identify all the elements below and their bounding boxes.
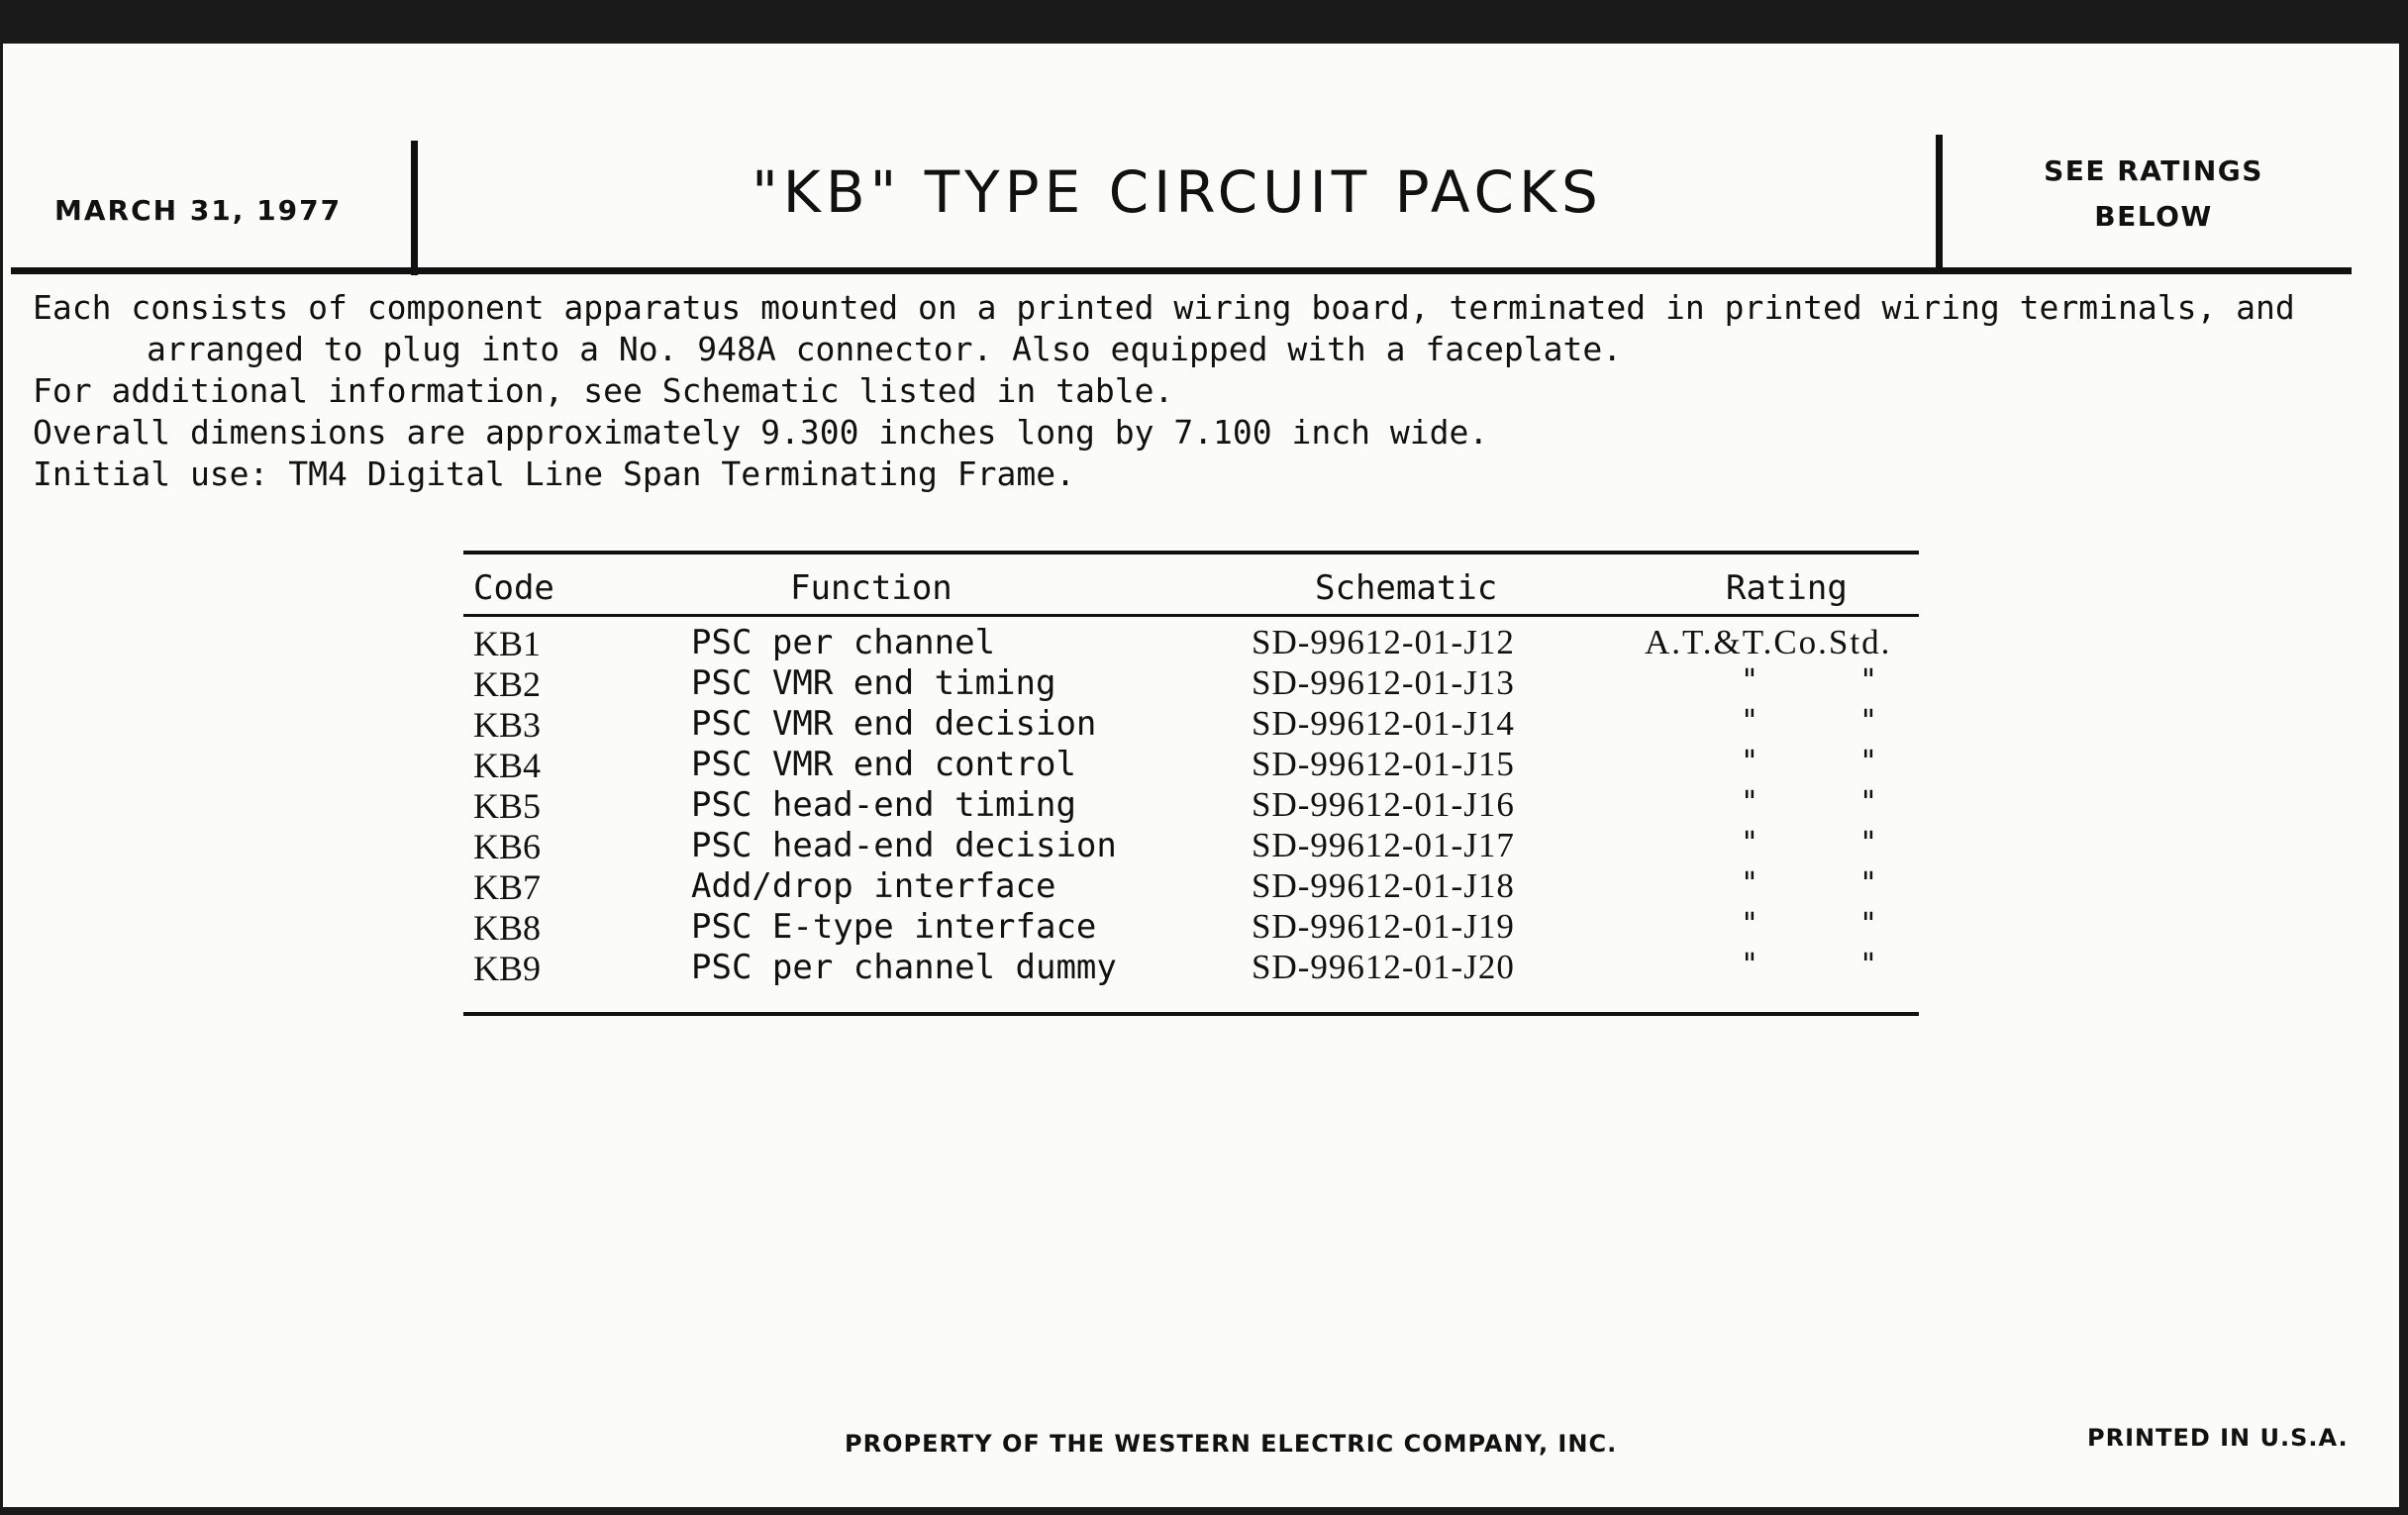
ditto-mark: " — [1859, 663, 1878, 698]
description — [33, 287, 2379, 495]
cell-schematic: SD-99612-01-J15 — [1252, 745, 1515, 783]
table-row — [463, 864, 1919, 905]
cell-code: KB1 — [473, 624, 542, 663]
ditto-mark: " — [1741, 704, 1759, 739]
cell-function: PSC VMR end control — [691, 745, 1076, 784]
table-row — [463, 946, 1919, 986]
cell-code: KB5 — [473, 786, 542, 826]
ditto-mark: " — [1859, 948, 1878, 982]
cell-schematic: SD-99612-01-J14 — [1252, 704, 1515, 743]
ditto-mark: " — [1859, 745, 1878, 779]
footer-printed: PRINTED IN U.S.A. — [2087, 1424, 2349, 1452]
ditto-mark: " — [1741, 866, 1759, 901]
ditto-mark: " — [1741, 948, 1759, 982]
cell-rating: A.T.&T.Co.Std. — [1645, 623, 1892, 661]
ditto-mark: " — [1859, 785, 1878, 820]
table-row — [463, 905, 1919, 946]
cell-schematic: SD-99612-01-J17 — [1252, 826, 1515, 864]
rating-note-line2: BELOW — [2094, 200, 2213, 233]
footer-property: PROPERTY OF THE WESTERN ELECTRIC COMPANY, INC. — [845, 1430, 1618, 1458]
header-divider-right — [1936, 135, 1943, 267]
cell-code: KB6 — [473, 827, 542, 866]
cell-function: PSC per channel dummy — [691, 948, 1117, 987]
cell-function: PSC VMR end decision — [691, 704, 1097, 744]
document-card — [3, 44, 2399, 1507]
ditto-mark: " — [1859, 704, 1878, 739]
header-code: Code — [473, 568, 554, 608]
table-row — [463, 661, 1919, 702]
cell-function: PSC head-end decision — [691, 826, 1117, 865]
ditto-mark: " — [1741, 785, 1759, 820]
table-body — [463, 617, 1919, 1012]
header-schematic: Schematic — [1315, 568, 1498, 608]
rating-note-line1: SEE RATINGS — [2044, 154, 2263, 187]
cell-schematic: SD-99612-01-J18 — [1252, 866, 1515, 905]
table-row — [463, 702, 1919, 743]
cell-function: PSC E-type interface — [691, 907, 1097, 947]
cell-code: KB9 — [473, 949, 542, 988]
header-rule — [11, 267, 2352, 274]
cell-function: Add/drop interface — [691, 866, 1056, 906]
circuit-pack-table — [463, 551, 1919, 1016]
header-divider-left — [411, 141, 418, 275]
table-row — [463, 743, 1919, 783]
description-line: Each consists of component apparatus mounted on a printed wiring board, terminated in printed wiring terminals, and — [33, 288, 2295, 327]
cell-code: KB2 — [473, 664, 542, 704]
ditto-mark: " — [1741, 907, 1759, 942]
ditto-mark: " — [1859, 907, 1878, 942]
document-date: MARCH 31, 1977 — [54, 194, 343, 227]
description-line: Overall dimensions are approximately 9.300 inches long by 7.100 inch wide. — [33, 413, 1489, 452]
cell-function: PSC per channel — [691, 623, 996, 662]
ditto-mark: " — [1741, 663, 1759, 698]
ditto-mark: " — [1741, 826, 1759, 860]
cell-schematic: SD-99612-01-J16 — [1252, 785, 1515, 824]
table-row — [463, 824, 1919, 864]
document-title: "KB" TYPE CIRCUIT PACKS — [752, 158, 1603, 226]
cell-function: PSC VMR end timing — [691, 663, 1056, 703]
cell-code: KB4 — [473, 746, 542, 785]
cell-code: KB3 — [473, 705, 542, 745]
header-rating-note — [1946, 149, 2361, 240]
header-function: Function — [790, 568, 953, 608]
table-row — [463, 621, 1919, 661]
cell-code: KB8 — [473, 908, 542, 948]
table-row — [463, 783, 1919, 824]
cell-function: PSC head-end timing — [691, 785, 1076, 825]
ditto-mark: " — [1859, 866, 1878, 901]
description-line: For additional information, see Schematic listed in table. — [33, 371, 1174, 410]
cell-schematic: SD-99612-01-J19 — [1252, 907, 1515, 946]
description-line: Initial use: TM4 Digital Line Span Terminating Frame. — [33, 454, 1075, 493]
cell-schematic: SD-99612-01-J20 — [1252, 948, 1515, 986]
table-header-row — [463, 555, 1919, 614]
cell-schematic: SD-99612-01-J12 — [1252, 623, 1515, 661]
ditto-mark: " — [1859, 826, 1878, 860]
cell-schematic: SD-99612-01-J13 — [1252, 663, 1515, 702]
header-rating: Rating — [1726, 568, 1848, 608]
ditto-mark: " — [1741, 745, 1759, 779]
table-bottom-rule — [463, 1012, 1919, 1016]
cell-code: KB7 — [473, 867, 542, 907]
description-line: arranged to plug into a No. 948A connector. Also equipped with a faceplate. — [147, 330, 1623, 368]
